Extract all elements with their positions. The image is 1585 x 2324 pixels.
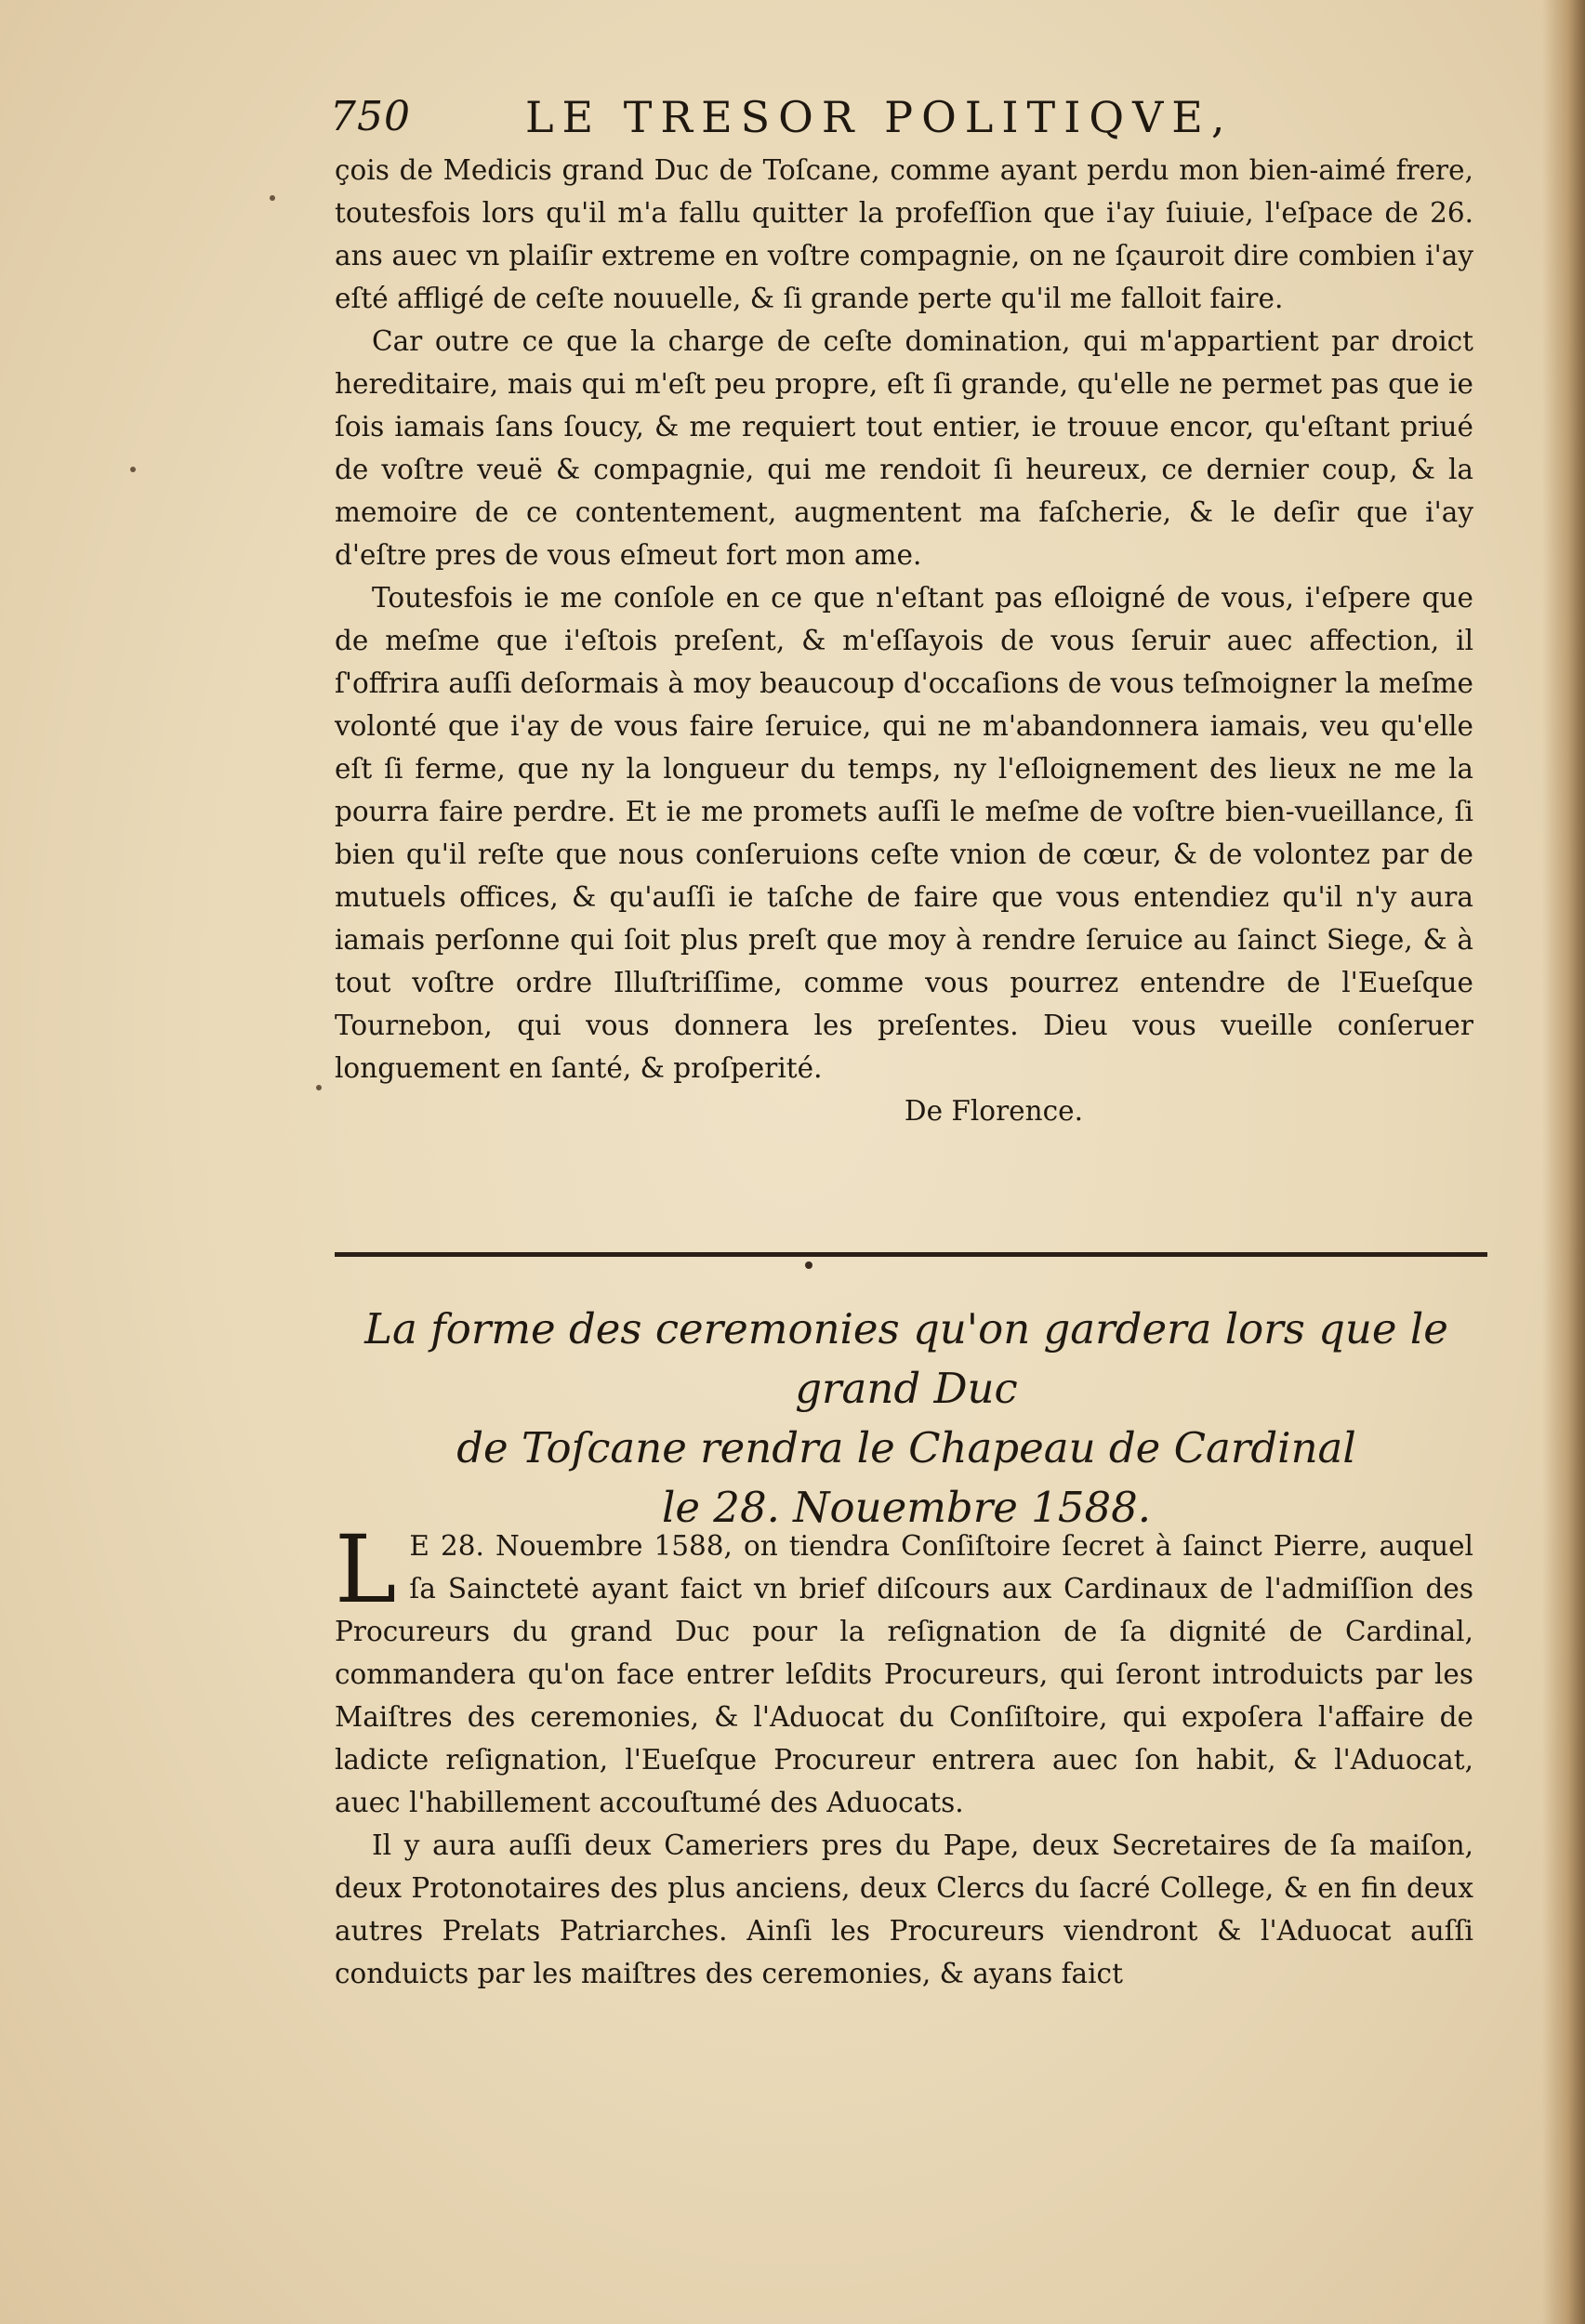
letter-place: De Florence. (904, 1095, 1083, 1127)
letter-paragraph-3: Toutesfois ie me conſole en ce que n'eſtant pas eſloigné de vous, i'eſpere que de meſme que i'eſtois preſent, & m'eſſayois de vous ſeruir auec affection, il ſ'offrira auſſi deſormais à moy beaucoup d'occaſions de vous teſmoigner la meſme volonté que i'ay de vous faire ſeruice, qui ne m'abandonnera iamais, veu qu'elle eſt ſi ferme, que ny la longueur du temps, ny l'eſloignement des lieux ne me la pourra faire perdre. Et ie me promets auſſi le meſme de voſtre bien-vueillance, ſi bien qu'il reſte que nous conſeruions ceſte vnion de cœur, & de volontez par de mutuels offices, & qu'auſſi ie taſche de faire que vous entendiez qu'il n'y aura iamais perſonne qui ſoit plus preſt que moy à rendre ſeruice au ſainct Siege, & à tout voſtre ordre Illuſtriſſime, comme vous pourrez entendre de l'Eueſque Tournebon, qui vous donnera les preſentes. Dieu vous vueille conſeruer longuement en ſanté, & proſperité. (335, 582, 1473, 1084)
section-paragraph-1 (335, 1515, 1473, 1824)
section-paragraph-1-text: E 28. Nouembre 1588, on tiendra Conſiſtoire ſecret à ſainct Pierre, auquel ſa Sainctetė ayant faict vn brief diſcours aux Cardinaux de l'admiſſion des Procureurs du grand Duc pour la reſignation de ſa dignité de Cardinal, commandera qu'on face entrer leſdits Procureurs, qui ſeront introduicts par les Maiſtres des ceremonies, & l'Aduocat du Conſiſtoire, qui expoſera l'affaire de ladicte reſignation, l'Eueſque Procureur entrera auec ſon habit, & l'Aduocat, auec l'habillement accouſtumé des Aduocats. (335, 1530, 1473, 1818)
margin-speck (316, 1085, 322, 1090)
section-paragraph-2: Il y aura auſſi deux Cameriers pres du Pape, deux Secretaires de ſa maiſon, deux Protonotaires des plus anciens, deux Clercs du ſacré College, & en fin deux autres Prelats Patriarches. Ainſi les Procureurs viendront & l'Aduocat auſſi conduicts par les maiſtres des ceremonies, & ayans faict (335, 1829, 1473, 1989)
section-title-line-3: le 28. Nouembre 1588. (661, 1483, 1152, 1532)
divider-ornament (805, 1261, 812, 1269)
section-divider-rule (335, 1252, 1487, 1257)
letter-paragraph-2: Car outre ce que la charge de ceſte domination, qui m'appartient par droict hereditaire, mais qui m'eſt peu propre, eſt ſi grande, qu'elle ne permet pas que ie ſois iamais ſans ſoucy, & me requiert tout entier, ie trouue encor, qu'eſtant priué de voſtre veuë & compagnie, qui me rendoit ſi heureux, ce dernier coup, & la memoire de ce contentement, augmentent ma faſcherie, & le deſir que i'ay d'eſtre pres de vous eſmeut fort mon ame. (335, 325, 1473, 571)
page-number: 750 (330, 93, 411, 140)
margin-speck (130, 467, 136, 472)
margin-speck (270, 195, 275, 201)
letter-paragraph-1: çois de Medicis grand Duc de Toſcane, comme ayant perdu mon bien-aimé frere, toutesfois lors qu'il m'a fallu quitter la profeſſion que i'ay ſuiuie, l'eſpace de 26. ans auec vn plaiſir extreme en voſtre compagnie, on ne ſçauroit dire combien i'ay eſté affligé de ceſte nouuelle, & ſi grande perte qu'il me falloit faire. (335, 154, 1473, 314)
section-title (316, 1300, 1497, 1538)
page-edge-shadow (1542, 0, 1585, 2324)
section-title-line-2: de Toſcane rendra le Chapeau de Cardinal (456, 1423, 1356, 1472)
section-body (335, 1515, 1473, 1995)
letter-closing (335, 1089, 1473, 1132)
drop-cap: L (335, 1515, 397, 1624)
section-title-line-1: La forme des ceremonies qu'on gardera lors que le grand Duc (364, 1304, 1448, 1413)
page-header (330, 89, 1260, 154)
letter-body (335, 149, 1473, 1132)
running-title: LE TRESOR POLITIQVE, (525, 92, 1234, 142)
